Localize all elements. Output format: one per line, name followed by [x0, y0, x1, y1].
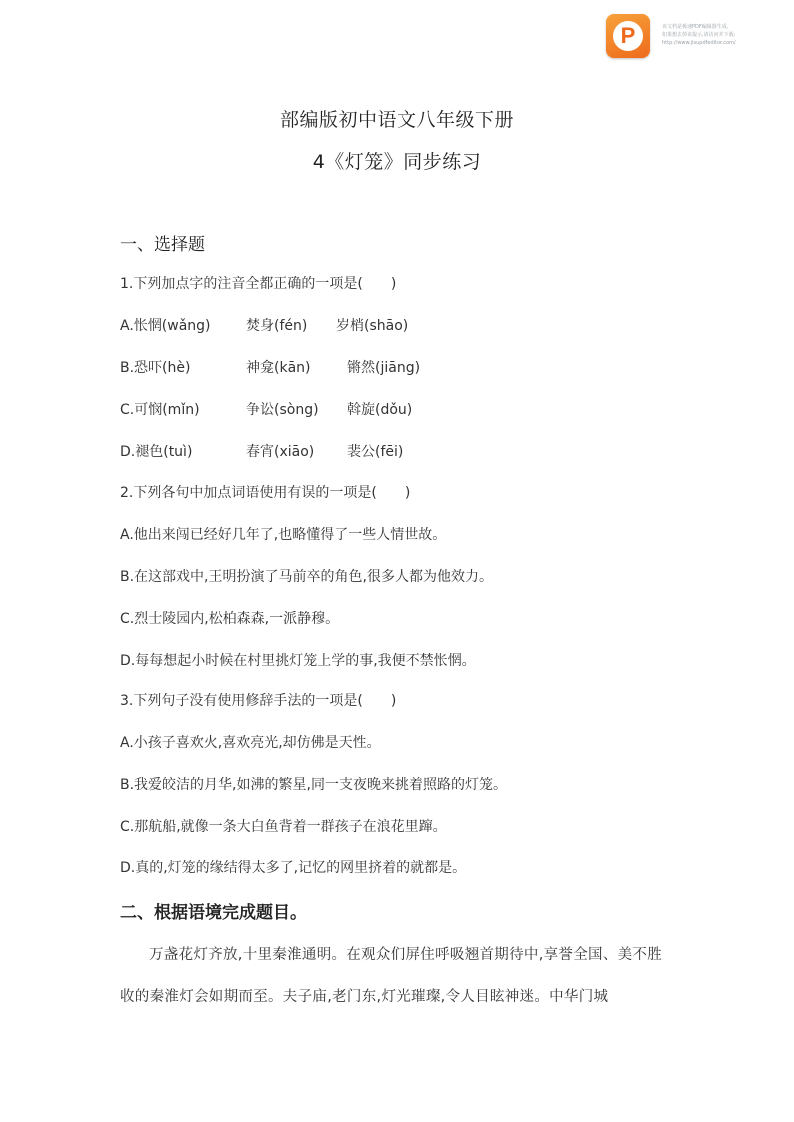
option-b-word-1: B.恐吓(hè): [120, 360, 191, 376]
option-c-word-1: C.可悯(mǐn): [120, 402, 200, 418]
option-a-word-2: 焚身(fén): [246, 318, 308, 334]
question-3-option-c: C.那航船,就像一条大白鱼背着一群孩子在浪花里蹿。: [120, 819, 447, 835]
section-heading-context: 二、根据语境完成题目。: [120, 903, 307, 923]
question-3-option-d: D.真的,灯笼的缘结得太多了,记忆的网里挤着的就都是。: [120, 860, 467, 876]
option-b-word-2: 神龛(kān): [246, 360, 311, 376]
question-3-option-a: A.小孩子喜欢火,喜欢亮光,却仿佛是天性。: [120, 735, 381, 751]
reading-passage: 万盏花灯齐放,十里秦淮通明。在观众们屏住呼吸翘首期待中,享誉全国、美不胜收的秦淮灯会如期而至。夫子庙,老门东,灯光璀璨,令人目眩神迷。中华门城: [120, 947, 663, 1005]
option-d-word-3: 裴公(fēi): [347, 444, 404, 460]
option-c-word-2: 争讼(sòng): [246, 402, 319, 418]
question-2-option-b: B.在这部戏中,王明扮演了马前卒的角色,很多人都为他效力。: [120, 569, 493, 585]
pdf-logo: [606, 14, 772, 58]
question-2-stem: 2.下列各句中加点词语使用有误的一项是( ): [120, 485, 411, 501]
question-1-stem: 1.下列加点字的注音全都正确的一项是( ): [120, 276, 397, 292]
question-2-option-d: D.每每想起小时候在村里挑灯笼上学的事,我便不禁怅惘。: [120, 653, 476, 669]
question-3-stem: 3.下列句子没有使用修辞手法的一项是( ): [120, 693, 397, 709]
option-a-word-1: A.怅惘(wǎng): [120, 318, 211, 334]
option-a-word-3: 岁梢(shāo): [336, 318, 409, 334]
section-heading-choice: 一、选择题: [120, 235, 205, 255]
document-title: 部编版初中语文八年级下册: [279, 109, 514, 131]
question-2-option-c: C.烈士陵园内,松柏森森,一派静穆。: [120, 611, 340, 627]
watermark-notice: [662, 23, 772, 47]
question-2-option-a: A.他出来闯已经好几年了,也略懂得了一些人情世故。: [120, 527, 447, 543]
notice-line-3: http://www.jisupdfeditor.com/: [662, 40, 736, 46]
option-d-word-2: 春宵(xiāo): [246, 444, 315, 460]
option-c-word-3: 斡旋(dǒu): [347, 402, 413, 418]
notice-line-2: 如果想去掉该提示,请访问并下载:: [662, 32, 736, 38]
option-d-word-1: D.褪色(tuì): [120, 444, 193, 460]
notice-line-1: 该文档是极速PDF编辑器生成,: [662, 24, 729, 30]
document-subtitle: 4《灯笼》同步练习: [312, 151, 482, 173]
question-3-option-b: B.我爱皎洁的月华,如沸的繁星,同一支夜晚来挑着照路的灯笼。: [120, 777, 507, 793]
pdf-editor-logo-icon: [606, 14, 650, 58]
logo-letter: P: [613, 21, 643, 51]
option-b-word-3: 锵然(jiāng): [347, 360, 421, 376]
